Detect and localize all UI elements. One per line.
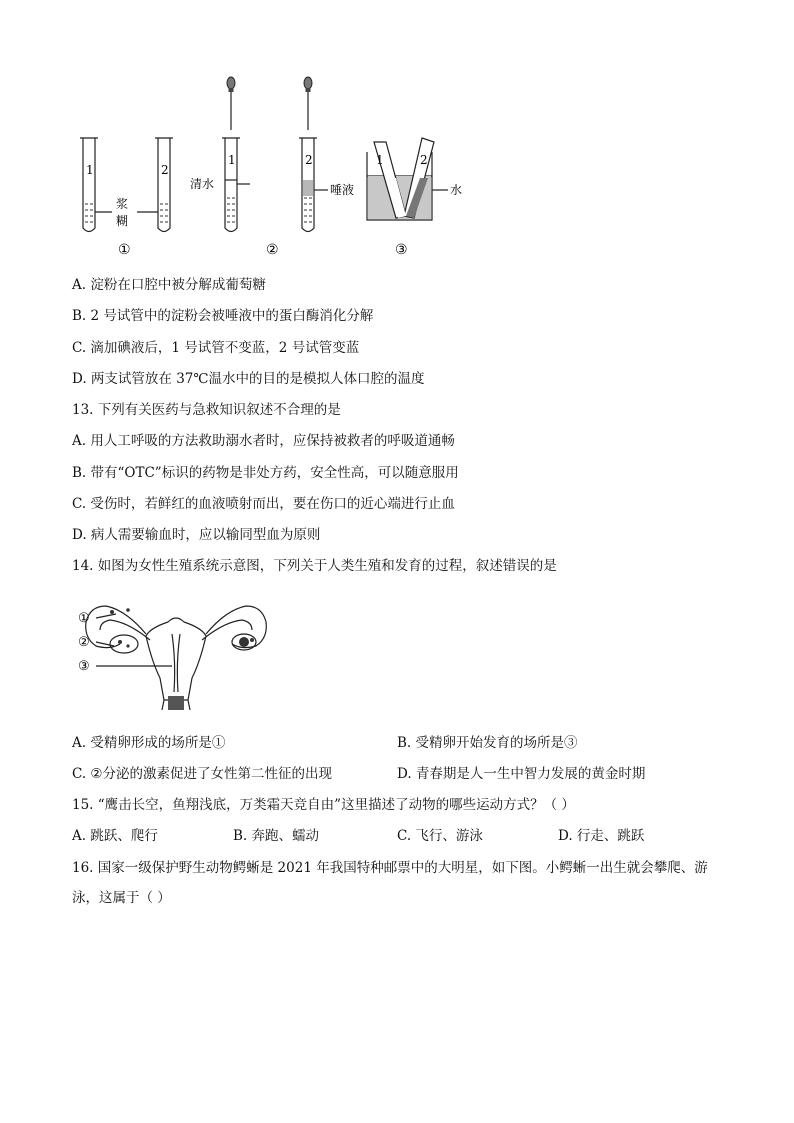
tube-number: 2	[161, 163, 169, 177]
saliva-label: 唾液	[330, 183, 355, 197]
step-number: ③	[395, 242, 408, 258]
paste-label: 糊	[116, 214, 129, 228]
option-b: B. 奔跑、蠕动	[233, 828, 320, 844]
option-c: C. 飞行、游泳	[397, 828, 483, 844]
option-c: C. ②分泌的激素促进了女性第二性征的出现	[72, 766, 333, 782]
question-16-stem: 16. 国家一级保护野生动物鳄蜥是 2021 年我国特种邮票中的大明星，如下图。小鳄蜥一出生就会攀爬、游	[72, 860, 708, 876]
option-b: B. 2 号试管中的淀粉会被唾液中的蛋白酶消化分解	[72, 308, 374, 324]
question-16-stem-cont: 泳，这属于（ ）	[72, 890, 171, 906]
paste-label: 浆	[116, 197, 129, 211]
question-13-stem: 13. 下列有关医药与急救知识叙述不合理的是	[72, 402, 341, 418]
tube-number: 1	[228, 153, 236, 167]
female-reproductive-system-figure	[76, 592, 276, 710]
question-15-stem: 15. “鹰击长空，鱼翔浅底，万类霜天竞自由”这里描述了动物的哪些运动方式？（ ）	[72, 797, 575, 813]
option-a: A. 受精卵形成的场所是①	[72, 735, 226, 751]
option-c: C. 受伤时，若鲜红的血液喷射而出，要在伤口的近心端进行止血	[72, 496, 455, 512]
beaker-water-label: 水	[450, 183, 463, 197]
option-a: A. 用人工呼吸的方法救助溺水者时，应保持被救者的呼吸道通畅	[72, 433, 455, 449]
tube-number: 1	[86, 163, 94, 177]
figure-label: ③	[78, 659, 90, 674]
option-d: D. 病人需要输血时，应以输同型血为原则	[72, 527, 321, 543]
step-number: ②	[266, 242, 279, 258]
option-a: A. 跳跃、爬行	[72, 828, 158, 844]
question-14-stem: 14. 如图为女性生殖系统示意图，下列关于人类生殖和发育的过程，叙述错误的是	[72, 558, 557, 574]
tube-number: 1	[376, 153, 384, 167]
step-number: ①	[118, 242, 131, 258]
option-c: C. 滴加碘液后，1 号试管不变蓝，2 号试管变蓝	[72, 340, 360, 356]
figure-label: ②	[78, 635, 90, 650]
tube-number: 2	[420, 153, 428, 167]
water-label: 清水	[190, 177, 215, 191]
option-d: D. 行走、跳跃	[558, 828, 645, 844]
option-b: B. 受精卵开始发育的场所是③	[397, 735, 578, 751]
option-a: A. 淀粉在口腔中被分解成葡萄糖	[72, 277, 266, 293]
option-b: B. 带有“OTC”标识的药物是非处方药，安全性高，可以随意服用	[72, 465, 459, 481]
starch-experiment-figure	[70, 72, 470, 262]
option-d: D. 青春期是人一生中智力发展的黄金时期	[397, 766, 646, 782]
tube-number: 2	[305, 153, 313, 167]
option-d: D. 两支试管放在 37℃温水中的目的是模拟人体口腔的温度	[72, 371, 425, 387]
figure-label: ①	[78, 611, 90, 626]
